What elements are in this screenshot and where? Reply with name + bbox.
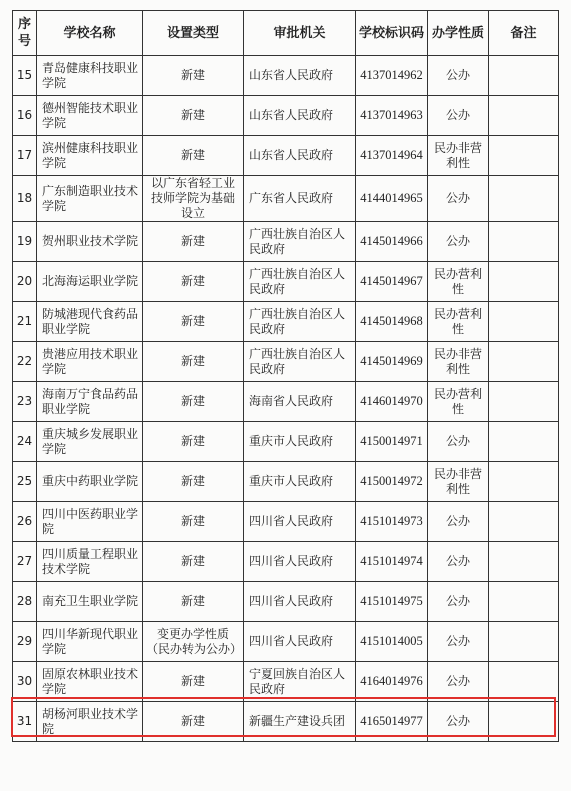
- table-row: [13, 342, 559, 382]
- header-nature: 办学性质: [428, 11, 489, 56]
- cell-authority: 新疆生产建设兵团: [244, 702, 356, 742]
- cell-school-code: 4144014965: [356, 176, 428, 222]
- cell-authority: 广西壮族自治区人民政府: [244, 302, 356, 342]
- cell-school-name: 四川华新现代职业学院: [37, 622, 143, 662]
- cell-setup-type: 新建: [143, 542, 244, 582]
- cell-school-code: 4151014974: [356, 542, 428, 582]
- cell-note: [489, 96, 559, 136]
- header-code: 学校标识码: [356, 11, 428, 56]
- cell-idx: 27: [13, 542, 37, 582]
- cell-school-code: 4145014966: [356, 222, 428, 262]
- cell-note: [489, 462, 559, 502]
- table-row: [13, 662, 559, 702]
- cell-idx: 24: [13, 422, 37, 462]
- cell-authority: 山东省人民政府: [244, 56, 356, 96]
- cell-school-name: 防城港现代食药品职业学院: [37, 302, 143, 342]
- table-row: [13, 222, 559, 262]
- cell-nature: 公办: [428, 542, 489, 582]
- cell-note: [489, 382, 559, 422]
- cell-school-code: 4151014975: [356, 582, 428, 622]
- cell-school-name: 广东制造职业技术学院: [37, 176, 143, 222]
- cell-authority: 广东省人民政府: [244, 176, 356, 222]
- cell-idx: 25: [13, 462, 37, 502]
- cell-idx: 19: [13, 222, 37, 262]
- cell-school-name: 重庆中药职业学院: [37, 462, 143, 502]
- cell-idx: 18: [13, 176, 37, 222]
- cell-idx: 17: [13, 136, 37, 176]
- cell-school-name: 滨州健康科技职业学院: [37, 136, 143, 176]
- cell-authority: 宁夏回族自治区人民政府: [244, 662, 356, 702]
- cell-school-name: 贺州职业技术学院: [37, 222, 143, 262]
- cell-authority: 四川省人民政府: [244, 502, 356, 542]
- cell-idx: 31: [13, 702, 37, 742]
- cell-setup-type: 新建: [143, 502, 244, 542]
- cell-nature: 民办营利性: [428, 382, 489, 422]
- cell-authority: 山东省人民政府: [244, 96, 356, 136]
- cell-setup-type: 新建: [143, 462, 244, 502]
- cell-setup-type: 新建: [143, 342, 244, 382]
- cell-nature: 公办: [428, 96, 489, 136]
- table-row: [13, 382, 559, 422]
- header-type: 设置类型: [143, 11, 244, 56]
- cell-setup-type: 新建: [143, 662, 244, 702]
- cell-nature: 公办: [428, 582, 489, 622]
- cell-note: [489, 136, 559, 176]
- table-row: [13, 262, 559, 302]
- cell-school-name: 青岛健康科技职业学院: [37, 56, 143, 96]
- cell-school-code: 4165014977: [356, 702, 428, 742]
- cell-school-code: 4137014963: [356, 96, 428, 136]
- cell-school-name: 四川质量工程职业技术学院: [37, 542, 143, 582]
- cell-nature: 民办非营利性: [428, 462, 489, 502]
- cell-idx: 21: [13, 302, 37, 342]
- cell-idx: 29: [13, 622, 37, 662]
- cell-authority: 山东省人民政府: [244, 136, 356, 176]
- cell-authority: 四川省人民政府: [244, 622, 356, 662]
- cell-note: [489, 422, 559, 462]
- cell-setup-type: 新建: [143, 702, 244, 742]
- table-row: [13, 422, 559, 462]
- cell-school-code: 4145014967: [356, 262, 428, 302]
- cell-note: [489, 222, 559, 262]
- cell-school-code: 4150014972: [356, 462, 428, 502]
- cell-authority: 广西壮族自治区人民政府: [244, 262, 356, 302]
- table-body: [13, 56, 559, 742]
- cell-setup-type: 新建: [143, 262, 244, 302]
- table-row: [13, 176, 559, 222]
- cell-nature: 公办: [428, 222, 489, 262]
- cell-setup-type: 新建: [143, 56, 244, 96]
- table-row: [13, 462, 559, 502]
- cell-setup-type: 变更办学性质（民办转为公办）: [143, 622, 244, 662]
- cell-note: [489, 56, 559, 96]
- cell-setup-type: 新建: [143, 302, 244, 342]
- cell-nature: 公办: [428, 56, 489, 96]
- cell-nature: 民办非营利性: [428, 136, 489, 176]
- table-row: [13, 702, 559, 742]
- cell-school-code: 4145014968: [356, 302, 428, 342]
- cell-authority: 海南省人民政府: [244, 382, 356, 422]
- cell-school-code: 4164014976: [356, 662, 428, 702]
- cell-school-code: 4137014964: [356, 136, 428, 176]
- cell-school-code: 4137014962: [356, 56, 428, 96]
- cell-note: [489, 302, 559, 342]
- cell-note: [489, 262, 559, 302]
- header-note: 备注: [489, 11, 559, 56]
- cell-setup-type: 以广东省轻工业技师学院为基础设立: [143, 176, 244, 222]
- table-row: [13, 96, 559, 136]
- cell-school-name: 胡杨河职业技术学院: [37, 702, 143, 742]
- cell-nature: 公办: [428, 622, 489, 662]
- cell-idx: 22: [13, 342, 37, 382]
- cell-authority: 四川省人民政府: [244, 582, 356, 622]
- cell-nature: 公办: [428, 702, 489, 742]
- cell-authority: 四川省人民政府: [244, 542, 356, 582]
- cell-school-code: 4150014971: [356, 422, 428, 462]
- cell-nature: 民办营利性: [428, 302, 489, 342]
- cell-school-name: 德州智能技术职业学院: [37, 96, 143, 136]
- cell-note: [489, 662, 559, 702]
- cell-setup-type: 新建: [143, 222, 244, 262]
- cell-note: [489, 342, 559, 382]
- header-idx: 序号: [13, 11, 37, 56]
- table-row: [13, 302, 559, 342]
- cell-nature: 民办非营利性: [428, 342, 489, 382]
- table-row: [13, 136, 559, 176]
- schools-table: [12, 10, 559, 742]
- cell-nature: 公办: [428, 502, 489, 542]
- cell-setup-type: 新建: [143, 422, 244, 462]
- header-authority: 审批机关: [244, 11, 356, 56]
- cell-note: [489, 502, 559, 542]
- cell-nature: 公办: [428, 422, 489, 462]
- cell-school-name: 四川中医药职业学院: [37, 502, 143, 542]
- cell-setup-type: 新建: [143, 382, 244, 422]
- cell-school-code: 4151014973: [356, 502, 428, 542]
- cell-school-name: 固原农林职业技术学院: [37, 662, 143, 702]
- cell-school-name: 海南万宁食品药品职业学院: [37, 382, 143, 422]
- cell-school-name: 重庆城乡发展职业学院: [37, 422, 143, 462]
- cell-authority: 广西壮族自治区人民政府: [244, 222, 356, 262]
- cell-authority: 重庆市人民政府: [244, 462, 356, 502]
- cell-setup-type: 新建: [143, 582, 244, 622]
- cell-authority: 广西壮族自治区人民政府: [244, 342, 356, 382]
- cell-setup-type: 新建: [143, 136, 244, 176]
- cell-note: [489, 582, 559, 622]
- table-row: [13, 502, 559, 542]
- cell-school-name: 贵港应用技术职业学院: [37, 342, 143, 382]
- cell-school-code: 4145014969: [356, 342, 428, 382]
- cell-idx: 23: [13, 382, 37, 422]
- table-row: [13, 622, 559, 662]
- cell-nature: 公办: [428, 176, 489, 222]
- cell-nature: 公办: [428, 662, 489, 702]
- cell-nature: 民办营利性: [428, 262, 489, 302]
- cell-idx: 26: [13, 502, 37, 542]
- cell-school-name: 北海海运职业学院: [37, 262, 143, 302]
- cell-idx: 15: [13, 56, 37, 96]
- table-row: [13, 56, 559, 96]
- cell-school-code: 4146014970: [356, 382, 428, 422]
- cell-note: [489, 622, 559, 662]
- cell-idx: 20: [13, 262, 37, 302]
- cell-idx: 16: [13, 96, 37, 136]
- table-row: [13, 582, 559, 622]
- cell-school-name: 南充卫生职业学院: [37, 582, 143, 622]
- cell-authority: 重庆市人民政府: [244, 422, 356, 462]
- table-header: [13, 11, 559, 56]
- cell-note: [489, 542, 559, 582]
- cell-school-code: 4151014005: [356, 622, 428, 662]
- cell-note: [489, 702, 559, 742]
- cell-idx: 28: [13, 582, 37, 622]
- cell-setup-type: 新建: [143, 96, 244, 136]
- table-row: [13, 542, 559, 582]
- cell-idx: 30: [13, 662, 37, 702]
- header-name: 学校名称: [37, 11, 143, 56]
- cell-note: [489, 176, 559, 222]
